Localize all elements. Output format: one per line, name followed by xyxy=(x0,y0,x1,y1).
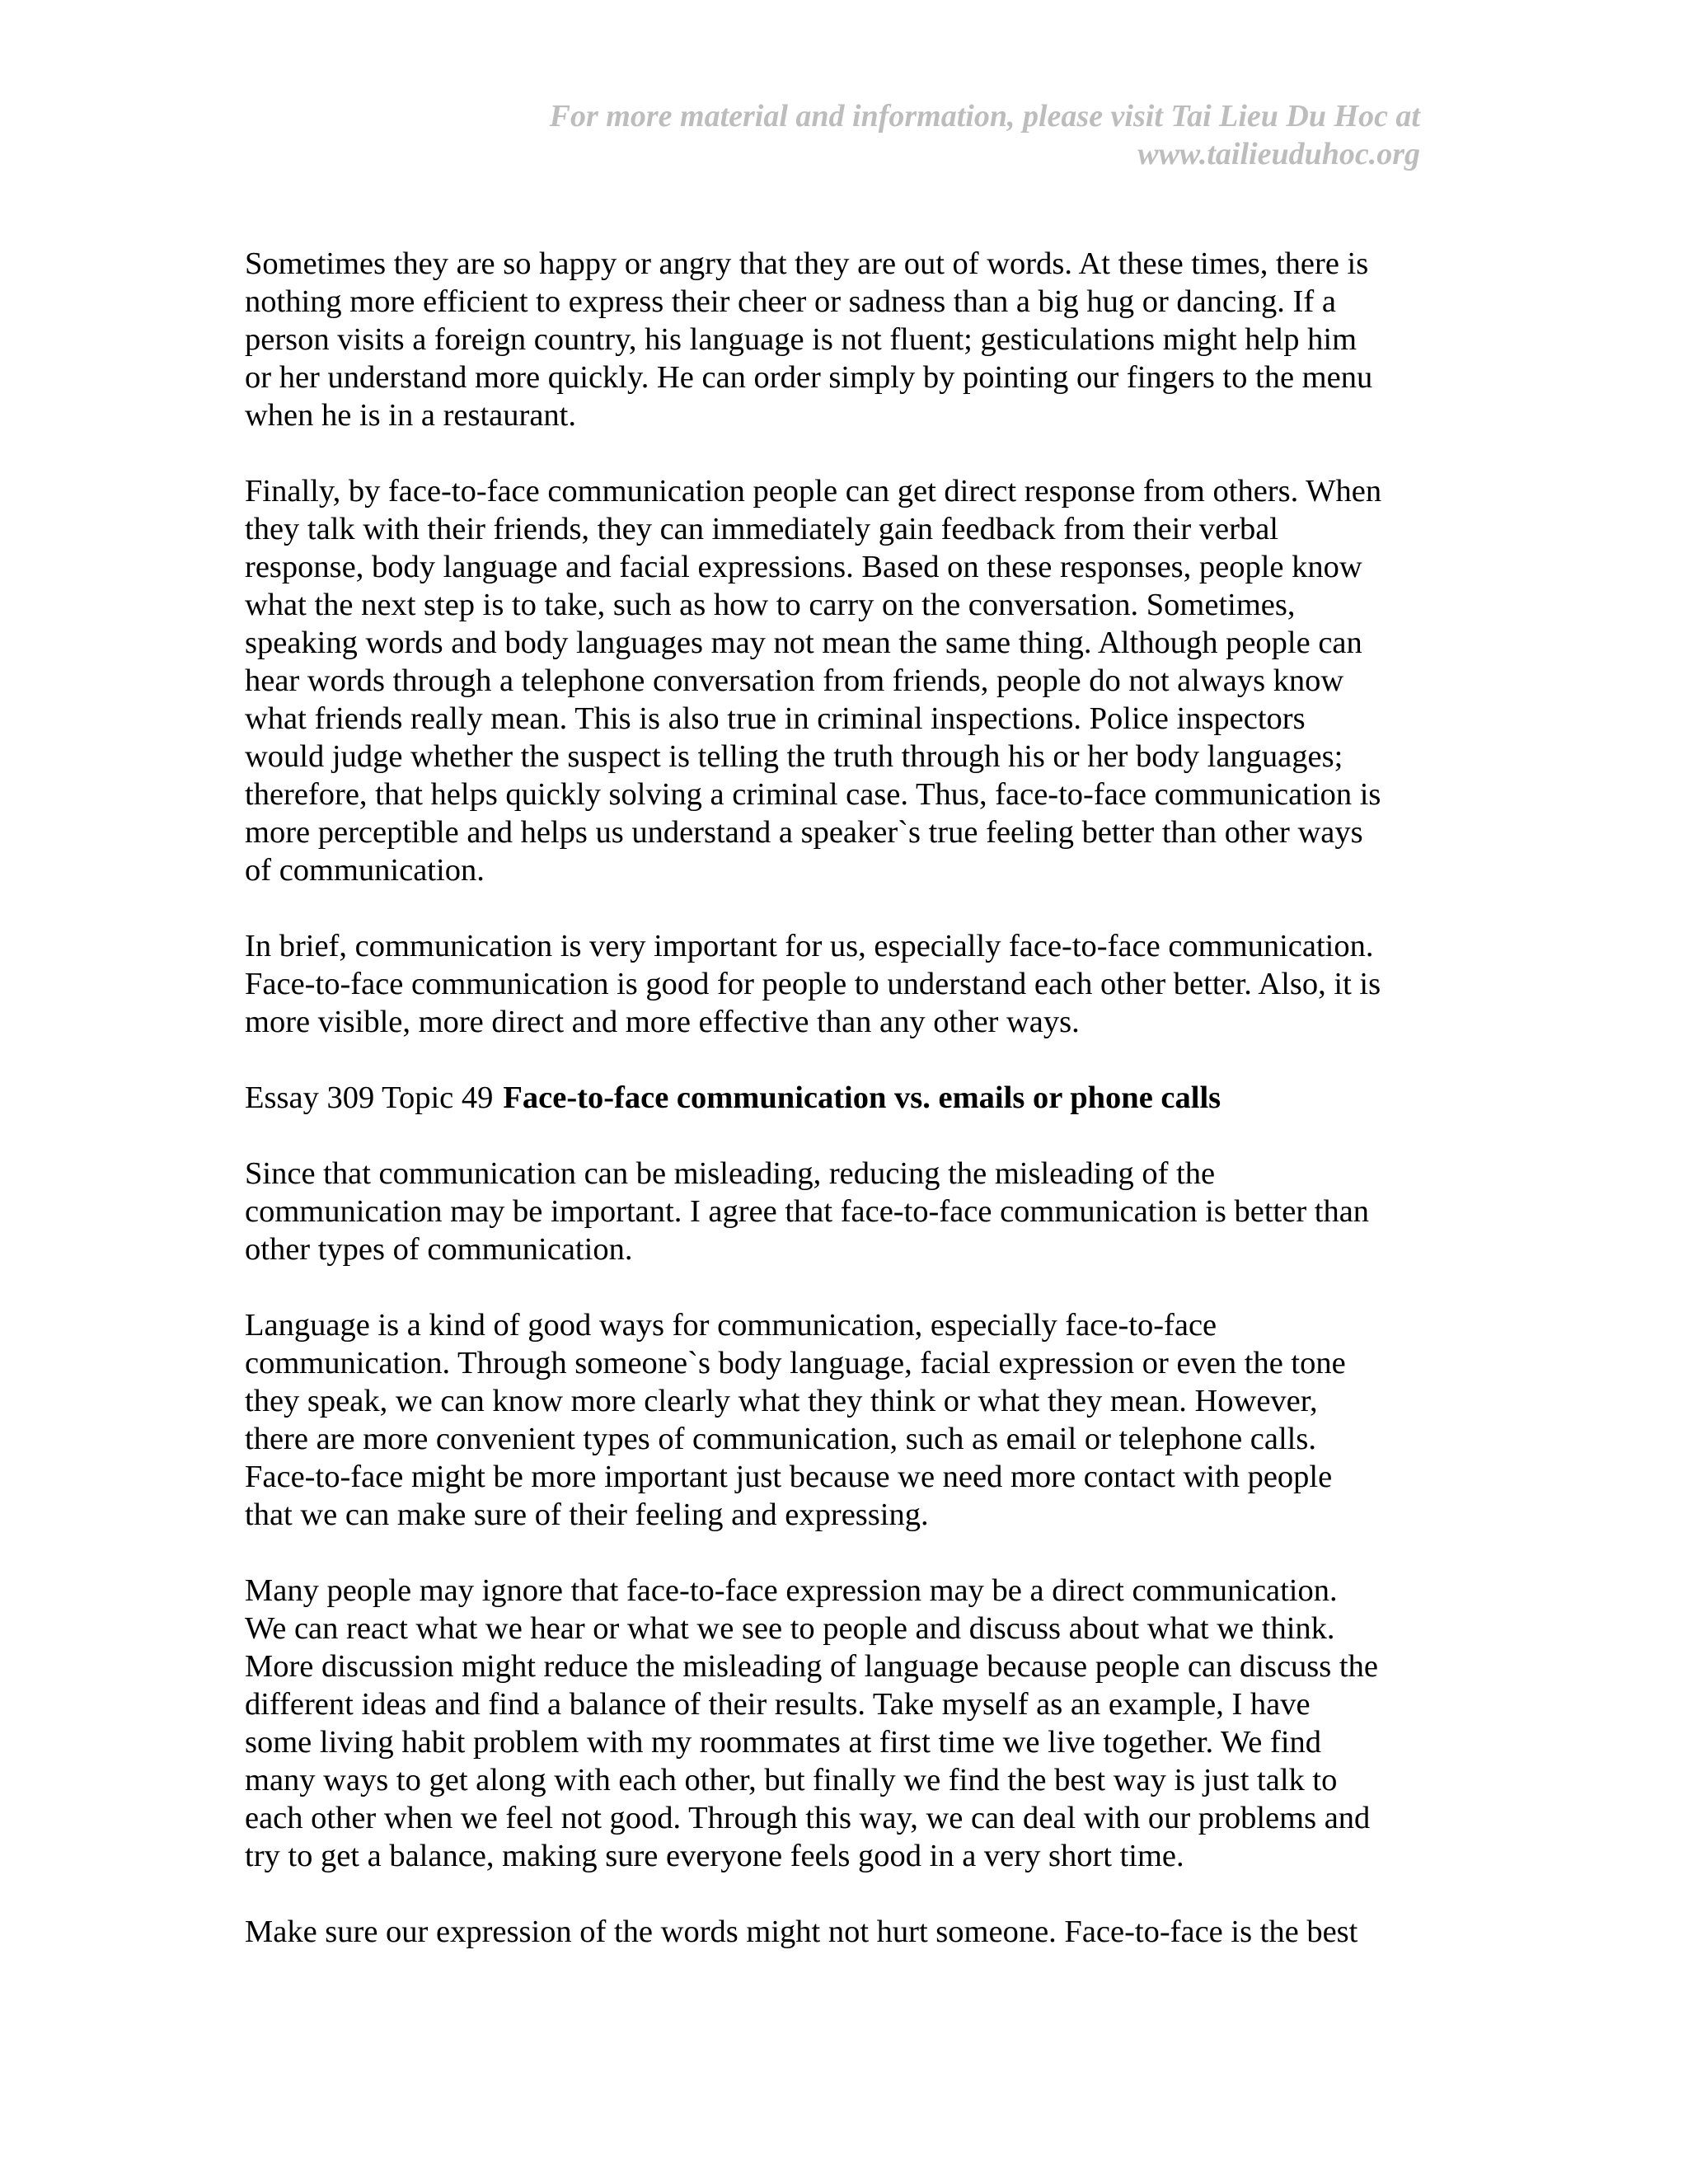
text-line: nothing more efficient to express their cheer or sadness than a big hug or dancing. If a xyxy=(245,284,1336,319)
text-line: Face-to-face might be more important just because we need more contact with people xyxy=(245,1460,1333,1494)
text-line: therefore, that helps quickly solving a criminal case. Thus, face-to-face communication is xyxy=(245,777,1381,812)
text-line: More discussion might reduce the misleading of language because people can discuss the xyxy=(245,1649,1378,1684)
text-line: some living habit problem with my roommates at first time we live together. We find xyxy=(245,1725,1322,1760)
text-line: Sometimes they are so happy or angry that they are out of words. At these times, there is xyxy=(245,246,1369,281)
text-line: response, body language and facial expressions. Based on these responses, people know xyxy=(245,550,1362,584)
text-line: hear words through a telephone conversation from friends, people do not always know xyxy=(245,663,1344,698)
text-line: when he is in a restaurant. xyxy=(245,398,576,433)
text-line: of communication. xyxy=(245,853,485,888)
text-line: Face-to-face communication is good for people to understand each other better. Also, it is xyxy=(245,967,1381,1001)
text-line: would judge whether the suspect is telling the truth through his or her body languages; xyxy=(245,739,1343,774)
paragraph xyxy=(245,472,1423,889)
text-line: that we can make sure of their feeling and expressing. xyxy=(245,1497,929,1532)
text-line: Make sure our expression of the words might not hurt someone. Face-to-face is the best xyxy=(245,1915,1358,1949)
text-line: many ways to get along with each other, but finally we find the best way is just talk to xyxy=(245,1763,1338,1797)
essay-heading xyxy=(245,1079,1423,1117)
paragraph xyxy=(245,245,1423,434)
text-line: other types of communication. xyxy=(245,1232,633,1267)
paragraph xyxy=(245,1572,1423,1875)
text-line: more perceptible and helps us understand a speaker`s true feeling better than other ways xyxy=(245,815,1363,850)
text-line: what friends really mean. This is also true in criminal inspections. Police inspectors xyxy=(245,701,1306,736)
header-line-1: For more material and information, please visit Tai Lieu Du Hoc at xyxy=(549,99,1420,134)
text-line: communication. Through someone`s body language, facial expression or even the tone xyxy=(245,1346,1346,1380)
text-line: Language is a kind of good ways for communication, especially face-to-face xyxy=(245,1308,1217,1343)
text-line: they talk with their friends, they can immediately gain feedback from their verbal xyxy=(245,512,1278,546)
text-line: person visits a foreign country, his language is not fluent; gesticulations might help him xyxy=(245,322,1357,357)
text-line: they speak, we can know more clearly what they think or what they mean. However, xyxy=(245,1384,1318,1418)
text-line: In brief, communication is very important for us, especially face-to-face communication. xyxy=(245,929,1374,963)
essay-title: Face-to-face communication vs. emails or phone calls xyxy=(503,1080,1221,1115)
document-body xyxy=(245,245,1423,1989)
essay-label: Essay 309 Topic 49 xyxy=(245,1080,494,1115)
text-line: speaking words and body languages may not mean the same thing. Although people can xyxy=(245,626,1362,660)
text-line: different ideas and find a balance of their results. Take myself as an example, I have xyxy=(245,1687,1311,1722)
text-line: try to get a balance, making sure everyone feels good in a very short time. xyxy=(245,1839,1184,1873)
text-line: there are more convenient types of communication, such as email or telephone calls. xyxy=(245,1422,1316,1456)
paragraph xyxy=(245,1155,1423,1268)
page-header xyxy=(431,97,1420,173)
text-line: Finally, by face-to-face communication people can get direct response from others. When xyxy=(245,474,1382,509)
text-line: or her understand more quickly. He can order simply by pointing our fingers to the menu xyxy=(245,360,1373,395)
text-line: more visible, more direct and more effective than any other ways. xyxy=(245,1005,1080,1039)
text-line: Many people may ignore that face-to-face expression may be a direct communication. xyxy=(245,1573,1338,1608)
paragraph xyxy=(245,927,1423,1041)
text-line: each other when we feel not good. Through this way, we can deal with our problems and xyxy=(245,1801,1371,1835)
header-website: www.tailieuduhoc.org xyxy=(1137,137,1420,171)
text-line: communication may be important. I agree that face-to-face communication is better than xyxy=(245,1194,1370,1229)
text-line: Since that communication can be misleading, reducing the misleading of the xyxy=(245,1156,1216,1191)
paragraph xyxy=(245,1913,1423,1951)
text-line: We can react what we hear or what we see to people and discuss about what we think. xyxy=(245,1611,1335,1646)
text-line: what the next step is to take, such as how to carry on the conversation. Sometimes, xyxy=(245,588,1296,622)
paragraph xyxy=(245,1306,1423,1534)
